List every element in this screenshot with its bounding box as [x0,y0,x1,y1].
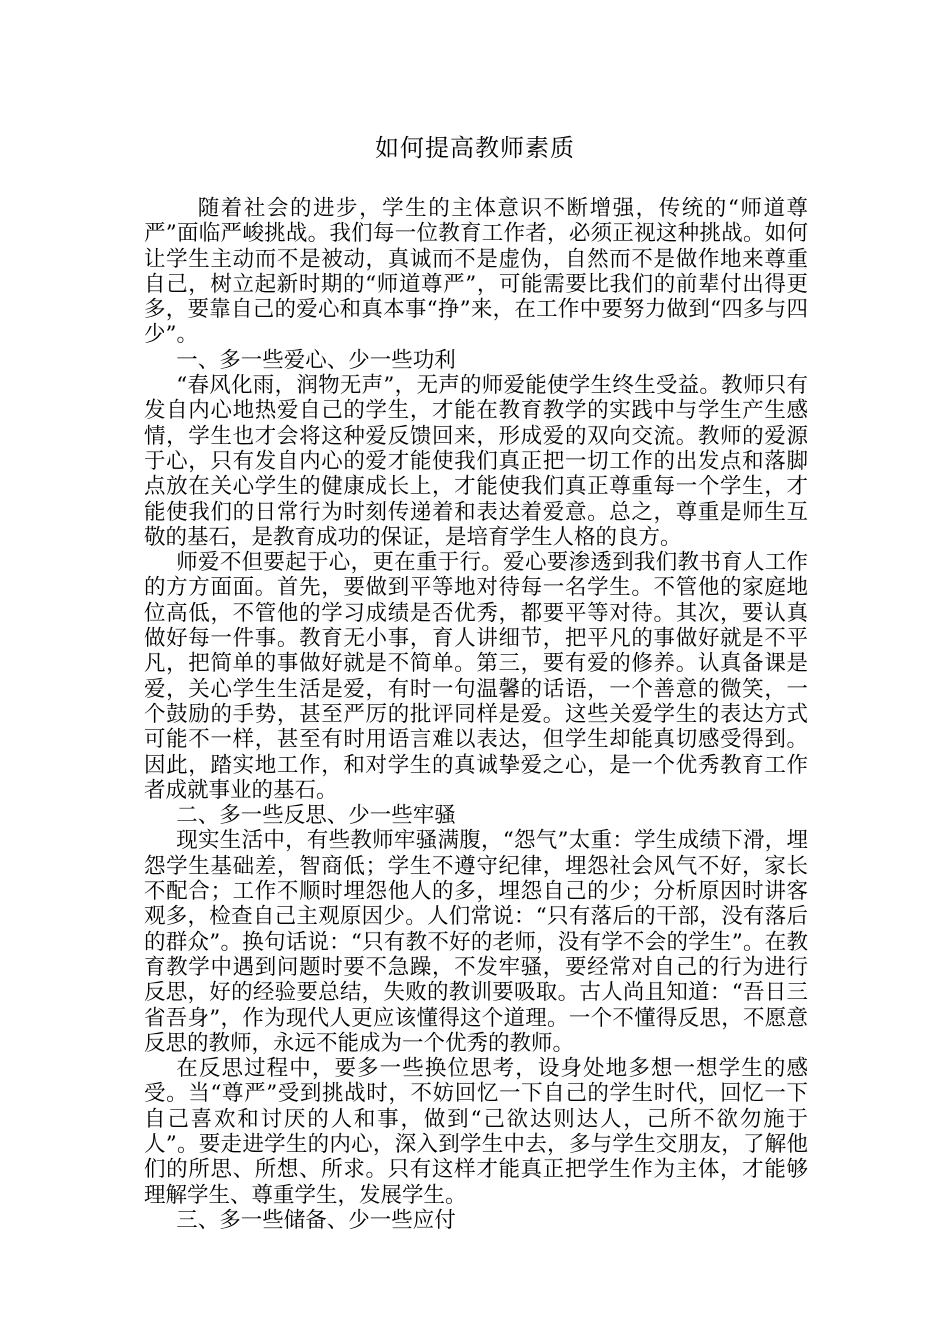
body-paragraph: “春风化雨，润物无声”，无声的师爱能使学生终生受益。教师只有发自内心地热爱自己的学生，才能在教育教学的实践中与学生产生感情，学生也才会将这种爱反馈回来，形成爱的双向交流。教师的爱源于心，只有发自内心的爱才能使我们真正把一切工作的出发点和落脚点放在关心学生的健康成长上，才能使我们真正尊重每一个学生，才能使我们的日常行为时刻传递着和表达着爱意。总之，尊重是师生互敬的基石，是教育成功的保证，是培育学生人格的良方。 [144,373,808,550]
section-heading-3: 三、多一些储备、少一些应付 [176,1207,456,1233]
section-heading-2: 二、多一些反思、少一些牢骚 [176,803,456,829]
section-heading-1: 一、多一些爱心、少一些功利 [176,347,456,373]
document-title: 如何提高教师素质 [375,134,575,162]
intro-paragraph: 随着社会的进步，学生的主体意识不断增强，传统的“师道尊严”面临严峻挑战。我们每一位教育工作者，必须正视这种挑战。如何让学生主动而不是被动，真诚而不是虚伪，自然而不是做作地来尊重自己，树立起新时期的“师道尊严”，可能需要比我们的前辈付出得更多，要靠自己的爱心和真本事“挣”来，在工作中要努力做到“四多与四少”。 [144,196,808,348]
body-paragraph: 师爱不但要起于心，更在重于行。爱心要渗透到我们教书育人工作的方方面面。首先，要做到平等地对待每一名学生。不管他的家庭地位高低，不管他的学习成绩是否优秀，都要平等对待。其次，要认真做好每一件事。教育无小事，育人讲细节，把平凡的事做好就是不平凡，把简单的事做好就是不简单。第三，要有爱的修养。认真备课是爱，关心学生生活是爱，有时一句温馨的话语，一个善意的微笑，一个鼓励的手势，甚至严厉的批评同样是爱。这些关爱学生的表达方式可能不一样，甚至有时用语言难以表达，但学生却能真切感受得到。因此，踏实地工作，和对学生的真诚挚爱之心，是一个优秀教育工作者成就事业的基石。 [144,550,808,803]
document-body [144,196,808,1233]
body-paragraph: 现实生活中，有些教师牢骚满腹，“怨气”太重：学生成绩下滑，埋怨学生基础差，智商低；学生不遵守纪律，埋怨社会风气不好，家长不配合；工作不顺时埋怨他人的多，埋怨自己的少；分析原因时讲客观多，检查自己主观原因少。人们常说：“只有落后的干部，没有落后的群众”。换句话说：“只有教不好的老师，没有学不会的学生”。在教育教学中遇到问题时要不急躁，不发牢骚，要经常对自己的行为进行反思，好的经验要总结，失败的教训要吸取。古人尚且知道：“吾日三省吾身”，作为现代人更应该懂得这个道理。一个不懂得反思，不愿意反思的教师，永远不能成为一个优秀的教师。 [144,828,808,1056]
body-paragraph: 在反思过程中，要多一些换位思考，设身处地多想一想学生的感受。当“尊严”受到挑战时，不妨回忆一下自己的学生时代，回忆一下自己喜欢和讨厌的人和事，做到“己欲达则达人，己所不欲勿施于人”。要走进学生的内心，深入到学生中去，多与学生交朋友，了解他们的所思、所想、所求。只有这样才能真正把学生作为主体，才能够理解学生、尊重学生，发展学生。 [144,1056,808,1208]
